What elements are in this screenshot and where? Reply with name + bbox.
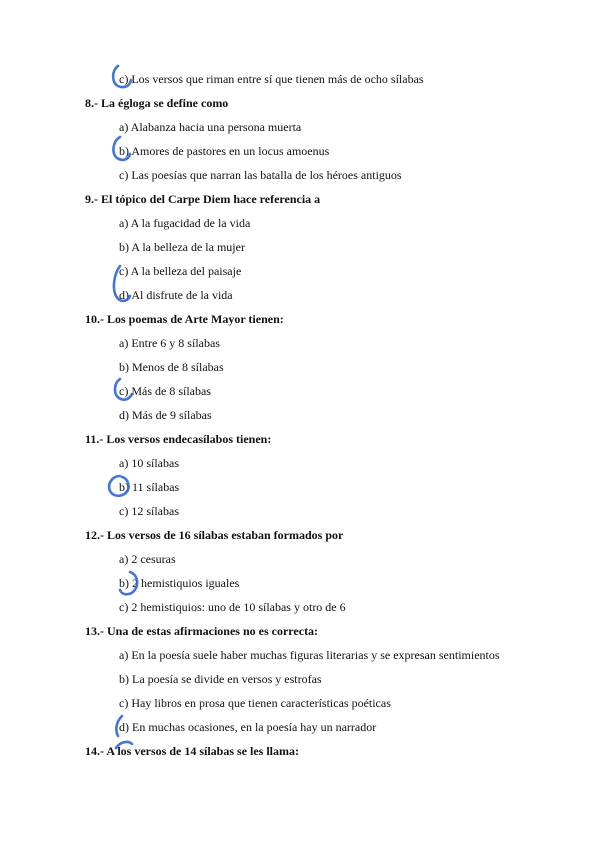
question-heading: 13.- Una de estas afirmaciones no es correcta: xyxy=(85,624,319,638)
answer-option: c) 12 sílabas xyxy=(119,504,179,518)
answer-option: a) 2 cesuras xyxy=(119,552,176,566)
answer-option: d) En muchas ocasiones, en la poesía hay un narrador xyxy=(119,720,377,734)
answer-option: c) A la belleza del paisaje xyxy=(119,264,242,278)
answer-option: b) La poesía se divide en versos y estrofas xyxy=(119,672,322,686)
answer-option: a) En la poesía suele haber muchas figuras literarias y se expresan sentimientos xyxy=(119,648,500,662)
question-heading: 9.- El tópico del Carpe Diem hace referencia a xyxy=(85,192,321,206)
answer-option: d) Al disfrute de la vida xyxy=(119,288,233,302)
answer-option: c) Más de 8 sílabas xyxy=(119,384,211,398)
question-heading: 8.- La égloga se define como xyxy=(85,96,229,110)
answer-option: c) Hay libros en prosa que tienen características poéticas xyxy=(119,696,391,710)
answer-option: a) Entre 6 y 8 sílabas xyxy=(119,336,220,350)
answer-option: b) 11 sílabas xyxy=(119,480,180,494)
answer-option: c) 2 hemistiquios: uno de 10 sílabas y otro de 6 xyxy=(119,600,346,614)
answer-option: a) A la fugacidad de la vida xyxy=(119,216,251,230)
answer-option: b) A la belleza de la mujer xyxy=(119,240,245,254)
answer-option: a) Alabanza hacia una persona muerta xyxy=(119,120,302,134)
answer-option: a) 10 sílabas xyxy=(119,456,179,470)
answer-option: c) Los versos que riman entre sí que tienen más de ocho sílabas xyxy=(119,72,424,86)
answer-option: b) Menos de 8 sílabas xyxy=(119,360,224,374)
question-heading: 10.- Los poemas de Arte Mayor tienen: xyxy=(85,312,284,326)
question-heading: 12.- Los versos de 16 sílabas estaban formados por xyxy=(85,528,344,542)
answer-option: b) Amores de pastores en un locus amoenus xyxy=(119,144,330,158)
answer-option: d) Más de 9 sílabas xyxy=(119,408,212,422)
question-heading: 11.- Los versos endecasílabos tienen: xyxy=(85,432,272,446)
answer-option: b) 2 hemistiquios iguales xyxy=(119,576,240,590)
answer-option: c) Las poesías que narran las batalla de los héroes antiguos xyxy=(119,168,402,182)
question-heading: 14.- A los versos de 14 sílabas se les llama: xyxy=(85,744,300,758)
